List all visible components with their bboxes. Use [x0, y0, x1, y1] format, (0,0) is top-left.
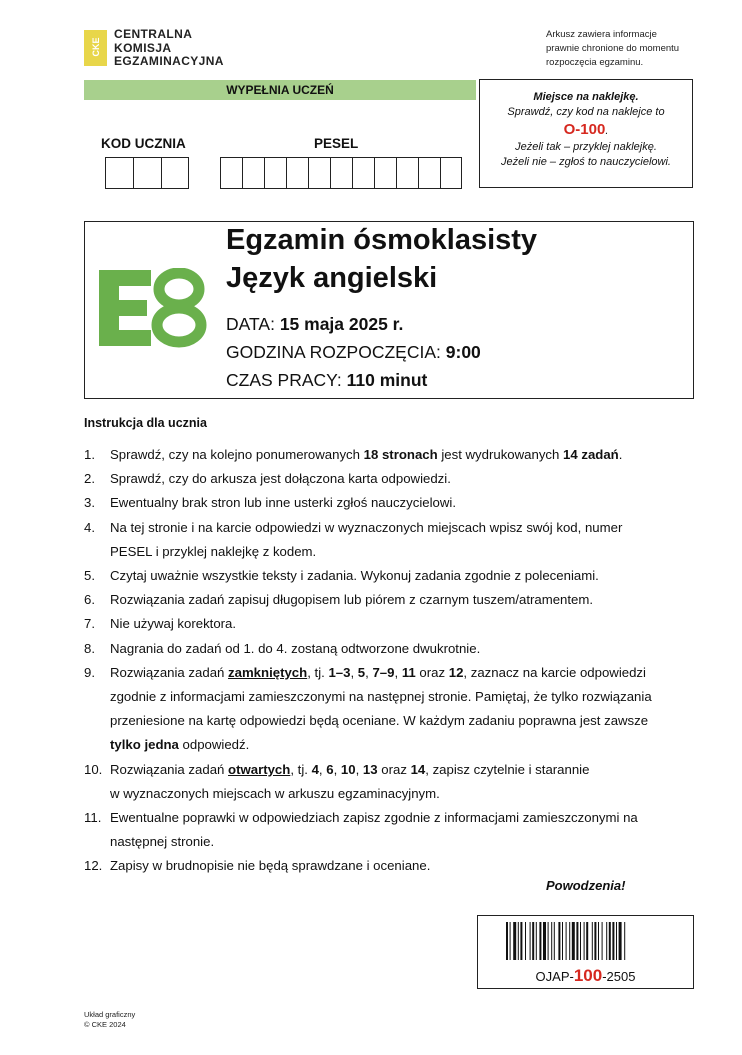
barcode-bar [536, 922, 537, 960]
list-item: 5. Czytaj uważnie wszystkie teksty i zadania. Wykonuj zadania zgodnie z poleceniami. [84, 568, 599, 584]
pesel-cell[interactable] [418, 157, 440, 189]
pesel-cell[interactable] [242, 157, 264, 189]
barcode-bar [566, 922, 567, 960]
barcode-bar [543, 922, 546, 960]
barcode-bar [586, 922, 588, 960]
exam-duration: CZAS PRACY: 110 minut [226, 370, 428, 390]
barcode-bar [576, 922, 578, 960]
list-item: 3. Ewentualny brak stron lub inne usterki zgłoś nauczycielowi. [84, 495, 456, 511]
barcode-bar [602, 922, 603, 960]
exam-title: Egzamin ósmoklasisty [226, 224, 538, 256]
pesel-cell[interactable] [396, 157, 418, 189]
pesel-field[interactable] [220, 157, 462, 189]
pesel-cell[interactable] [440, 157, 462, 189]
pesel-cell[interactable] [352, 157, 374, 189]
instructions-title: Instrukcja dla ucznia [84, 416, 207, 430]
pesel-cell[interactable] [286, 157, 308, 189]
barcode-bar [525, 922, 526, 960]
pesel-cell[interactable] [374, 157, 396, 189]
instructions-list [84, 443, 694, 879]
barcode-bar [520, 922, 522, 960]
barcode-bar [616, 922, 617, 960]
barcode-bar [572, 922, 575, 960]
barcode-bar [530, 922, 531, 960]
exam-start-time: GODZINA ROZPOCZĘCIA: 9:00 [226, 342, 481, 362]
barcode-bar [612, 922, 614, 960]
e8-logo-icon [97, 268, 217, 348]
barcode-bar [532, 922, 534, 960]
list-item: 2. Sprawdź, czy do arkusza jest dołączona karta odpowiedzi. [84, 471, 451, 487]
pesel-cell[interactable] [308, 157, 330, 189]
barcode-label: OJAP-100-2505 [535, 966, 636, 985]
barcode-bar [606, 922, 607, 960]
list-item: 12. Zapisy w brudnopisie nie będą sprawdzane i oceniane. [84, 858, 431, 874]
sticker-area: Miejsce na naklejkę. Sprawdź, czy kod na naklejce to O-100. Jeżeli tak – przyklej naklejkę. Jeżeli nie – zgłoś to nauczycielowi. [479, 79, 693, 188]
good-luck-text: Powodzenia! [546, 878, 626, 893]
barcode-bar [548, 922, 549, 960]
exam-subject: Język angielski [226, 262, 438, 294]
barcode-bar [609, 922, 611, 960]
list-item: 8. Nagrania do zadań od 1. do 4. zostaną odtworzone dwukrotnie. [84, 640, 481, 656]
footer: Układ graficzny © CKE 2024 [84, 1010, 136, 1029]
list-item: 10. Rozwiązania zadań otwartych, tj. 4, 6, 10, 13 oraz 14, zapisz czytelnie i starannie w wyznaczonych miejscach w arkuszu egzaminacyjnym. [84, 761, 590, 801]
student-code-label: KOD UCZNIA [101, 136, 186, 151]
pesel-cell[interactable] [220, 157, 242, 189]
exam-date: DATA: 15 maja 2025 r. [226, 314, 404, 334]
barcode-bar [598, 922, 599, 960]
barcode-bar [624, 922, 625, 960]
pesel-cell[interactable] [264, 157, 286, 189]
student-code-field[interactable] [105, 157, 189, 189]
pesel-label: PESEL [314, 136, 359, 151]
code-cell[interactable] [105, 157, 133, 189]
institution-name: CENTRALNA KOMISJA EGZAMINACYJNA [114, 27, 224, 68]
barcode-bar [619, 922, 622, 960]
list-item: 6. Rozwiązania zadań zapisuj długopisem lub piórem z czarnym tuszem/atramentem. [84, 592, 594, 608]
barcode-bar [562, 922, 563, 960]
list-item: 4. Na tej stronie i na karcie odpowiedzi w wyznaczonych miejscach wpisz swój kod, numer PESEL i przyklej naklejkę z kodem. [84, 519, 623, 559]
barcode-bar [513, 922, 516, 960]
barcode-icon [506, 922, 666, 960]
barcode-bar [510, 922, 511, 960]
list-item: 11. Ewentualne poprawki w odpowiedziach zapisz zgodnie z informacjami zamieszczonymi na następnej stronie. [84, 810, 638, 850]
confidential-notice: Arkusz zawiera informacje prawnie chronione do momentu rozpoczęcia egzaminu. [546, 29, 680, 68]
cke-logo: CKE [84, 30, 107, 66]
barcode-bar [506, 922, 508, 960]
sticker-code: O-100 [563, 121, 606, 138]
student-fill-header: WYPEŁNIA UCZEŃ [84, 80, 476, 100]
code-cell[interactable] [133, 157, 161, 189]
list-item: 7. Nie używaj korektora. [84, 616, 237, 632]
list-item: 1. Sprawdź, czy na kolejno ponumerowanych 18 stronach jest wydrukowanych 14 zadań. [84, 447, 623, 462]
barcode-bar [558, 922, 560, 960]
barcode-bar [539, 922, 541, 960]
code-cell[interactable] [161, 157, 189, 189]
list-item: 9. Rozwiązania zadań zamkniętych, tj. 1–3, 5, 7–9, 11 oraz 12, zaznacz na karcie odpowiedzi zgodnie z informacjami zamieszczonymi na następnej stronie. Pamiętaj, że tylko rozwiązania przeniesione na kartę odpowiedzi będą oceniane. W każdym zadaniu poprawna jest zawsze tylko jedna odpowiedź. [84, 664, 652, 753]
barcode-bar [580, 922, 581, 960]
barcode-bar [592, 922, 593, 960]
barcode-bar [594, 922, 596, 960]
barcode-bar [551, 922, 552, 960]
barcode-bar [569, 922, 570, 960]
pesel-cell[interactable] [330, 157, 352, 189]
barcode-bar [584, 922, 585, 960]
barcode-bar [518, 922, 519, 960]
barcode-bar [554, 922, 555, 960]
